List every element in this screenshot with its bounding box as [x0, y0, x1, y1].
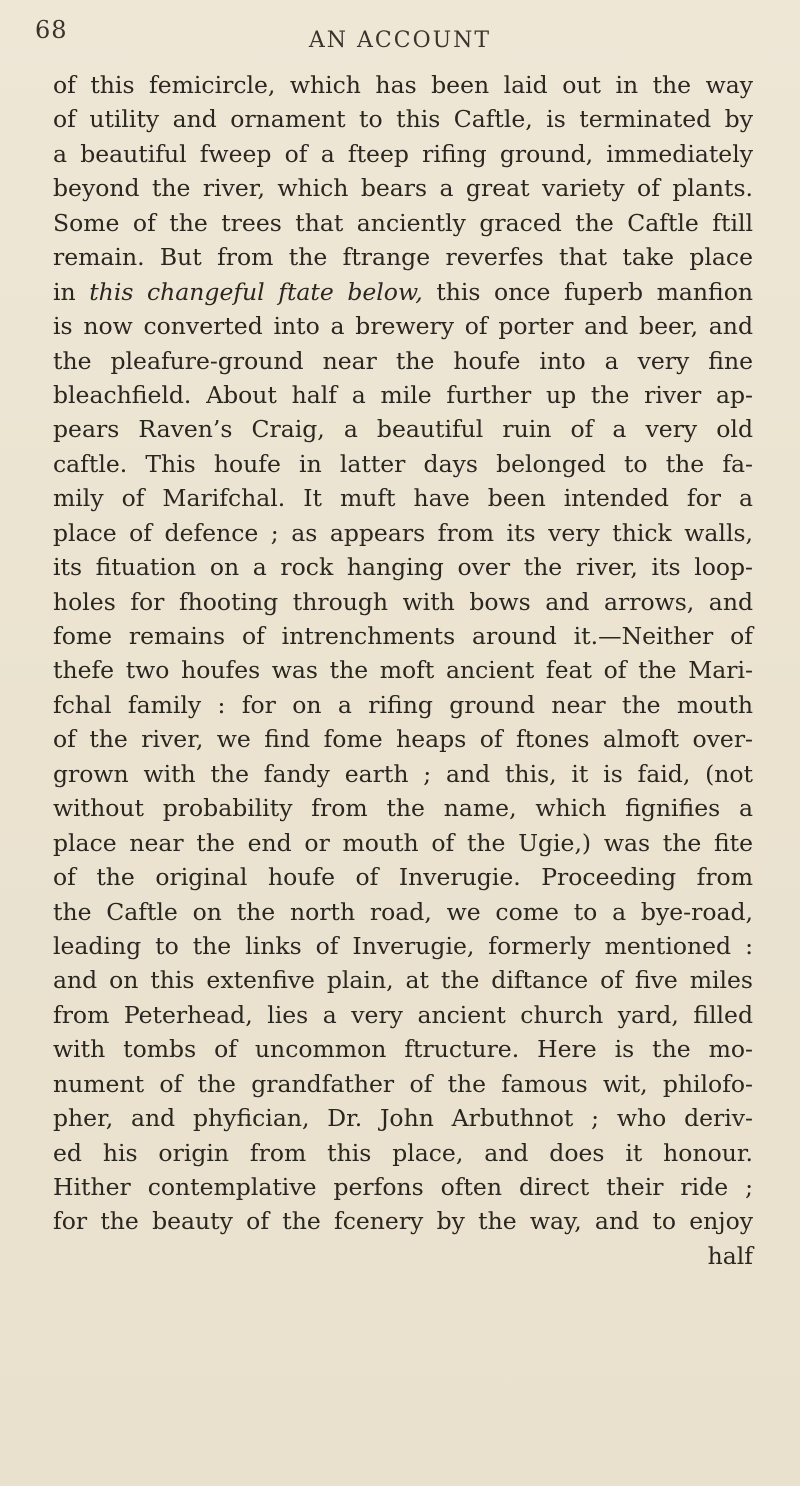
text-line: bleachfield. About half a mile further up the river ap-	[53, 380, 753, 409]
text-line: Hither contemplative perfons often direct their ride ;	[53, 1173, 753, 1201]
text-line: from Peterhead, lies a very ancient church yard, filled	[53, 1000, 753, 1029]
text-line: its fituation on a rock hanging over the river, its loop-	[53, 553, 753, 582]
text-line: of this femicircle, which has been laid out in the way	[53, 71, 753, 99]
text-line: and on this extenfive plain, at the diftance of five miles	[53, 966, 753, 995]
text-line: a beautiful fweep of a fteep rifing ground, immediately	[53, 139, 753, 168]
text-line: for the beauty of the fcenery by the way, and to enjoy	[53, 1207, 753, 1236]
text-line: of utility and ornament to this Caftle, is terminated by	[53, 105, 753, 134]
text-line: thefe two houfes was the moft ancient feat of the Mari-	[53, 656, 753, 685]
text-line: the pleafure-ground near the houfe into a very fine	[53, 346, 753, 375]
text-line: nument of the grandfather of the famous wit, philofo-	[53, 1069, 753, 1098]
text-fragment: in	[53, 277, 76, 306]
text-line: is now converted into a brewery of porter and beer, and	[53, 312, 753, 341]
text-line: leading to the links of Inverugie, formerly mentioned :	[53, 931, 753, 960]
text-line: holes for fhooting through with bows and arrows, and	[53, 587, 753, 616]
text-line: ed his origin from this place, and does it honour.	[53, 1138, 753, 1167]
text-line: pears Raven’s Craig, a beautiful ruin of a very old	[53, 415, 753, 444]
text-line: remain. But from the ftrange reverfes that take place	[53, 243, 753, 272]
text-line: fchal family : for on a rifing ground near the mouth	[53, 690, 753, 719]
text-line: of the original houfe of Inverugie. Proceeding from	[53, 863, 753, 892]
catchword: half	[707, 1241, 753, 1270]
body-text	[53, 68, 753, 1273]
italic-phrase: this changeful ftate below,	[89, 277, 423, 306]
text-line: caftle. This houfe in latter days belonged to the fa-	[53, 449, 753, 478]
text-line: pher, and phyfician, Dr. John Arbuthnot ; who deriv-	[53, 1104, 753, 1133]
text-line: Some of the trees that anciently graced the Caftle ftill	[53, 208, 753, 237]
text-line: of the river, we find fome heaps of ftones almoft over-	[53, 725, 753, 754]
text-fragment: this once fuperb manfion	[436, 277, 753, 306]
text-line: without probability from the name, which fignifies a	[53, 794, 753, 823]
text-line: the Caftle on the north road, we come to a bye-road,	[53, 897, 753, 926]
text-line: with tombs of uncommon ftructure. Here is the mo-	[53, 1035, 753, 1064]
text-line: grown with the fandy earth ; and this, it is faid, (not	[53, 759, 753, 788]
text-line: beyond the river, which bears a great variety of plants.	[53, 174, 753, 203]
text-line: mily of Marifchal. It muft have been intended for a	[53, 484, 753, 513]
text-line: fome remains of intrenchments around it.—Neither of	[53, 622, 753, 650]
text-line-mixed	[53, 275, 753, 309]
running-head: AN ACCOUNT	[308, 28, 492, 53]
text-line: place near the end or mouth of the Ugie,) was the fite	[53, 828, 753, 857]
page-number: 68	[35, 16, 68, 44]
text-line: place of defence ; as appears from its very thick walls,	[53, 518, 753, 547]
